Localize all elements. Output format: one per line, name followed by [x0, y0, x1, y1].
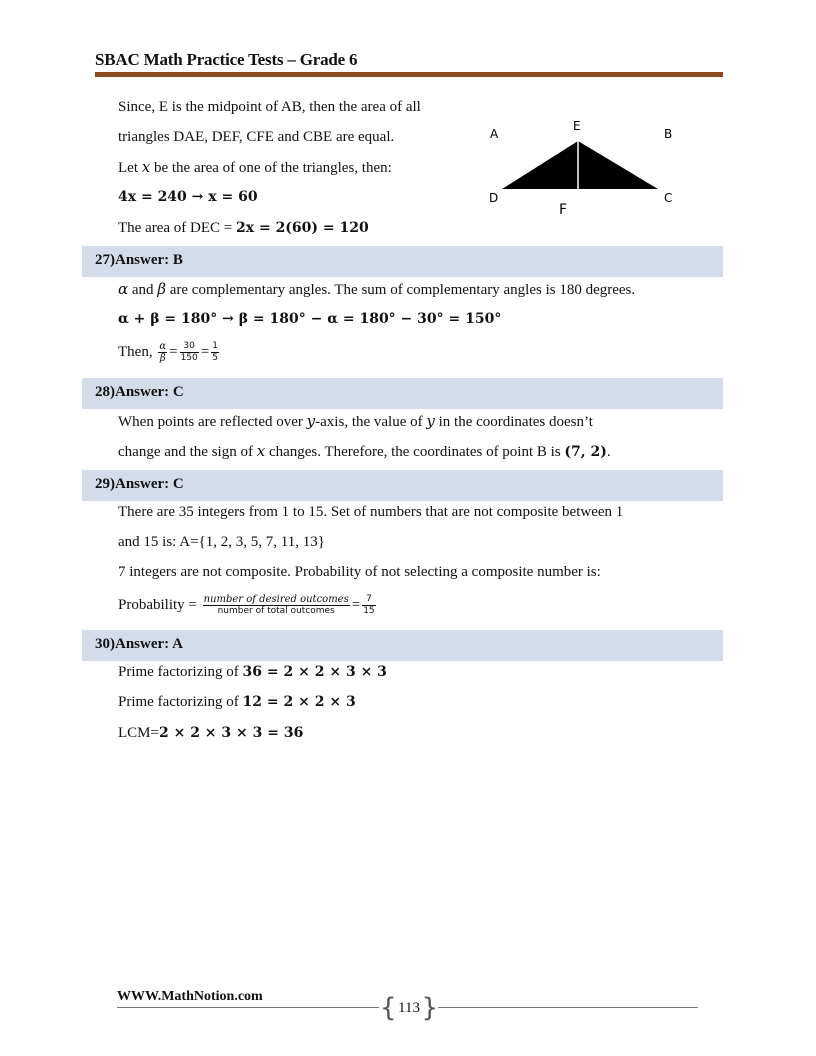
q28-line-1-mid: -axis, the value of [315, 414, 427, 430]
q29-line-3: 7 integers are not composite. Probability of not selecting a composite number is: [118, 564, 601, 580]
q27-frac-30-150 [180, 341, 199, 364]
header-rule [95, 72, 723, 77]
q29-probability-label: Probability = [118, 596, 201, 613]
q29-line-4 [118, 594, 378, 617]
q30-lcm-label: LCM= [118, 725, 159, 741]
q27-frac2-den: 150 [180, 353, 198, 363]
q29-frac2-num: 7 [362, 594, 375, 606]
footer-page-box [380, 994, 438, 1024]
q27-frac3-den: 5 [212, 353, 218, 363]
q27-frac-1-5 [211, 341, 219, 364]
q27-equation: α + β = 180° → β = 180° − α = 180° − 30° = 150° [118, 311, 502, 327]
q28-line-2-post: . [606, 444, 611, 460]
q26-var-x: x [141, 158, 151, 176]
q27-and: and [128, 282, 158, 298]
q29-frac-outcomes [203, 594, 350, 617]
answer-band-29 [82, 470, 723, 501]
answer-27-label: 27)Answer: B [95, 252, 183, 268]
answer-28-label: 28)Answer: C [95, 384, 184, 400]
q28-line-2-pre: change and the sign of [118, 444, 257, 460]
q29-frac-den: number of total outcomes [217, 606, 335, 616]
q28-var-y-1: y [306, 412, 316, 430]
q28-line-2-mid: changes. Therefore, the coordinates of point B is [265, 444, 565, 460]
footer-rule-left [117, 1007, 379, 1008]
q27-line-1-post: are complementary angles. The sum of complementary angles is 180 degrees. [165, 282, 636, 298]
label-e: E [573, 119, 581, 133]
q27-frac-alpha-beta [158, 341, 167, 364]
triangle-diagram [480, 110, 690, 220]
q26-line-5 [118, 218, 369, 238]
q26-line-4 [118, 187, 258, 207]
label-f: F [559, 202, 568, 218]
q30-factor-12: 12 = 2 × 2 × 3 [242, 694, 356, 710]
q27-line-3 [118, 341, 221, 364]
q28-coordinates: (7, 2) [564, 444, 607, 460]
page-bracket-left: { [380, 993, 397, 1023]
label-d: D [489, 191, 499, 205]
q26-line-2: triangles DAE, DEF, CFE and CBE are equal. [118, 129, 395, 145]
q29-frac-num: number of desired outcomes [203, 594, 349, 605]
q27-frac3-num: 1 [212, 341, 218, 351]
q29-frac2-den: 15 [363, 606, 375, 616]
q27-eq-1: = [169, 343, 178, 360]
q28-line-1-post: in the coordinates doesn’t [434, 414, 593, 430]
q27-frac2-num: 30 [180, 341, 199, 353]
page-number: 113 [398, 1000, 420, 1016]
q27-line-1 [118, 279, 635, 300]
q30-line-2-pre: Prime factorizing of [118, 694, 243, 710]
q30-line-1 [118, 662, 387, 682]
q29-line-1: There are 35 integers from 1 to 15. Set of numbers that are not composite between 1 [118, 504, 624, 520]
page-header-title: SBAC Math Practice Tests – Grade 6 [95, 50, 358, 69]
q28-line-1-pre: When points are reflected over [118, 414, 307, 430]
label-c: C [664, 191, 673, 205]
q28-var-y-2: y [426, 412, 435, 430]
answer-band-28 [82, 378, 723, 409]
q27-beta: β [157, 280, 166, 298]
answer-band-30 [82, 630, 723, 661]
q27-frac1-den: β [159, 353, 166, 364]
triangle-shape [502, 141, 658, 189]
q26-area-math: 2x = 2(60) = 120 [236, 220, 369, 236]
page-bracket-right: } [421, 993, 438, 1023]
q26-line-1: Since, E is the midpoint of AB, then the area of all [118, 99, 421, 115]
q27-alpha: α [118, 280, 129, 298]
q29-eq: = [351, 596, 361, 613]
q30-line-3 [118, 723, 303, 743]
q27-then: Then, [118, 343, 157, 360]
q30-factor-36: 36 = 2 × 2 × 3 × 3 [242, 664, 387, 680]
q26-line-5-pre: The area of DEC = [118, 220, 236, 236]
answer-30-label: 30)Answer: A [95, 636, 183, 652]
answer-29-label: 29)Answer: C [95, 476, 184, 492]
q26-equation: 4x = 240 → x = 60 [118, 189, 258, 205]
q27-line-2 [118, 309, 501, 329]
q26-line-3-pre: Let [118, 160, 142, 176]
q30-line-2 [118, 692, 356, 712]
answer-band-27 [82, 246, 723, 277]
label-a: A [490, 127, 499, 141]
q30-line-1-pre: Prime factorizing of [118, 664, 243, 680]
q27-eq-2: = [200, 343, 210, 360]
q29-line-2: and 15 is: A={1, 2, 3, 5, 7, 11, 13} [118, 534, 325, 550]
q27-frac1-num: α [159, 341, 167, 352]
q28-line-2 [118, 441, 611, 462]
q28-var-x: x [256, 442, 266, 460]
q26-line-3 [118, 157, 392, 178]
q28-line-1 [118, 411, 593, 432]
label-b: B [664, 127, 673, 141]
footer-rule-right [438, 1007, 698, 1008]
footer-site-name: WWW.MathNotion.com [117, 989, 263, 1004]
q30-lcm-math: 2 × 2 × 3 × 3 = 36 [158, 725, 304, 741]
q26-line-3-post: be the area of one of the triangles, then: [150, 160, 392, 176]
q29-frac-7-15 [362, 594, 375, 617]
